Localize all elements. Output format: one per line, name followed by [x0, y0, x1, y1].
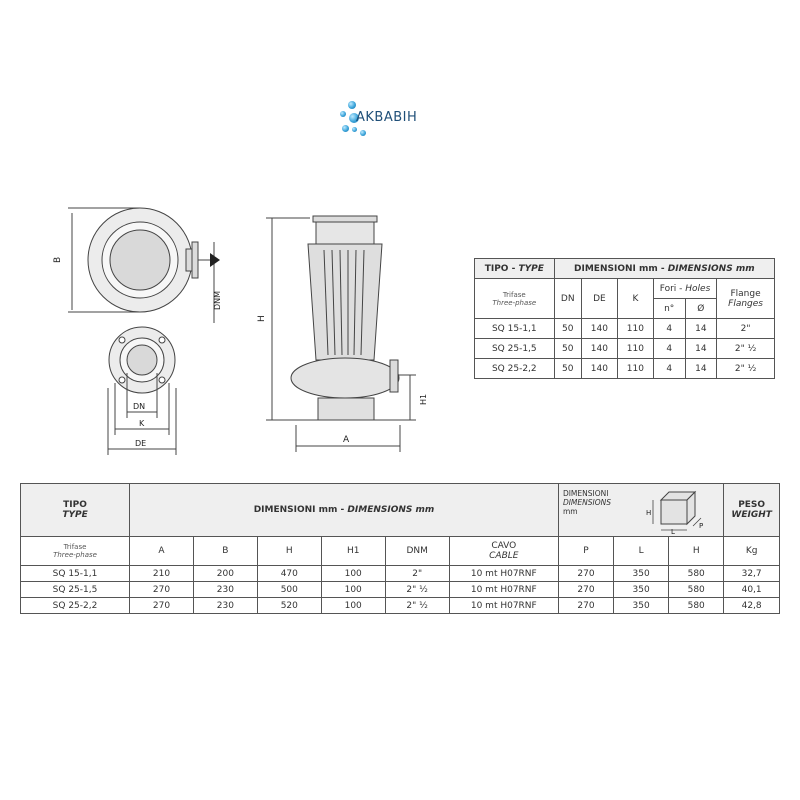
t2-model-cell: SQ 15-1,1	[21, 566, 130, 582]
t2-h-cell: 470	[257, 566, 321, 582]
flange-dimensions-table	[474, 258, 775, 379]
table-row	[21, 566, 780, 582]
label-a: A	[343, 435, 350, 445]
t2-col-kg: Kg	[724, 537, 780, 566]
t1-de-cell: 140	[581, 359, 617, 379]
t1-col-dn: DN	[554, 279, 581, 319]
label-h1: H1	[419, 393, 428, 405]
t1-flange-cell: 2" ½	[717, 359, 775, 379]
t1-flange-cell: 2" ½	[717, 339, 775, 359]
t2-kg-cell: 40,1	[724, 582, 780, 598]
table-row	[475, 339, 775, 359]
t1-d-cell: 14	[685, 339, 717, 359]
t1-flange-header: Flange Flanges	[717, 279, 775, 319]
t2-col-h2: H	[669, 537, 724, 566]
t2-cable-cell: 10 mt H07RNF	[449, 598, 558, 614]
t2-h2-cell: 580	[669, 598, 724, 614]
t2-l-cell: 350	[614, 598, 669, 614]
t1-flange-cell: 2"	[717, 319, 775, 339]
t1-model-cell: SQ 25-1,5	[475, 339, 555, 359]
t2-kg-cell: 42,8	[724, 598, 780, 614]
t2-col-b: B	[193, 537, 257, 566]
t1-d-cell: 14	[685, 359, 717, 379]
bubble-icon	[340, 111, 346, 117]
top-view-drawing	[50, 205, 225, 330]
t1-dn-cell: 50	[554, 319, 581, 339]
bubble-icon	[352, 127, 357, 132]
t1-col-k: K	[617, 279, 653, 319]
t2-col-h1: H1	[321, 537, 385, 566]
t1-de-cell: 140	[581, 319, 617, 339]
brand-logo	[338, 97, 448, 143]
t2-h1-cell: 100	[321, 582, 385, 598]
t2-col-p: P	[558, 537, 613, 566]
t2-cable-cell: 10 mt H07RNF	[449, 582, 558, 598]
pump-side-view-drawing	[250, 210, 435, 460]
t2-h1-cell: 100	[321, 598, 385, 614]
box-label-h: H	[645, 509, 652, 517]
t2-dnm-cell: 2" ½	[385, 582, 449, 598]
t2-tipo-header: TIPO TYPE	[21, 484, 130, 537]
t2-a-cell: 270	[130, 598, 194, 614]
t2-pack-dim-it: DIMENSIONI	[562, 489, 609, 498]
table-row	[475, 319, 775, 339]
t1-trifase-cell: Trifase Three-phase	[475, 279, 555, 319]
t2-col-dnm: DNM	[385, 537, 449, 566]
t2-b-cell: 230	[193, 598, 257, 614]
t1-dn-cell: 50	[554, 359, 581, 379]
t2-col-a: A	[130, 537, 194, 566]
t2-p-cell: 270	[558, 598, 613, 614]
t1-model-cell: SQ 25-2,2	[475, 359, 555, 379]
t2-b-cell: 230	[193, 582, 257, 598]
t1-model-cell: SQ 15-1,1	[475, 319, 555, 339]
t2-b-cell: 200	[193, 566, 257, 582]
pump-dimensions-table	[20, 483, 780, 614]
bubble-icon	[348, 101, 356, 109]
t2-pack-dim-en: DIMENSIONS	[562, 498, 611, 507]
label-h: H	[257, 315, 267, 322]
flange-drawing	[95, 318, 190, 458]
t1-k-cell: 110	[617, 319, 653, 339]
t2-h2-cell: 580	[669, 582, 724, 598]
t2-col-l: L	[614, 537, 669, 566]
t2-pack-dim-unit: mm	[562, 507, 578, 516]
t1-k-cell: 110	[617, 339, 653, 359]
bubble-icon	[342, 125, 349, 132]
table-row	[475, 359, 775, 379]
t1-k-cell: 110	[617, 359, 653, 379]
package-box-icon	[643, 488, 707, 534]
table-row	[21, 598, 780, 614]
label-dn: DN	[133, 402, 146, 411]
t2-h-cell: 520	[257, 598, 321, 614]
table-row	[21, 582, 780, 598]
t1-fori-holes-header: Fori - Holes	[653, 279, 716, 299]
t1-n-cell: 4	[653, 359, 685, 379]
t1-dimensions-header: DIMENSIONI mm - DIMENSIONS mm	[554, 259, 774, 279]
t2-p-cell: 270	[558, 582, 613, 598]
t1-dn-cell: 50	[554, 339, 581, 359]
label-de: DE	[135, 439, 147, 448]
t1-de-cell: 140	[581, 339, 617, 359]
label-b: B	[53, 256, 63, 263]
t1-n-cell: 4	[653, 339, 685, 359]
t2-h-cell: 500	[257, 582, 321, 598]
t2-l-cell: 350	[614, 582, 669, 598]
t2-kg-cell: 32,7	[724, 566, 780, 582]
t2-h1-cell: 100	[321, 566, 385, 582]
t2-packaging-header	[558, 484, 723, 537]
box-label-p: P	[698, 522, 704, 530]
t2-dnm-cell: 2"	[385, 566, 449, 582]
t1-tipo-header: TIPO - TYPE	[475, 259, 555, 279]
t2-model-cell: SQ 25-2,2	[21, 598, 130, 614]
label-k: K	[139, 419, 145, 428]
t2-dnm-cell: 2" ½	[385, 598, 449, 614]
t2-a-cell: 270	[130, 582, 194, 598]
t2-trifase-cell: Trifase Three-phase	[21, 537, 130, 566]
t1-sub-d: Ø	[685, 299, 717, 319]
logo-text: AKBABIH	[356, 110, 418, 125]
t2-p-cell: 270	[558, 566, 613, 582]
label-dnm: DNM	[213, 290, 222, 310]
bubble-icon	[360, 130, 366, 136]
t2-l-cell: 350	[614, 566, 669, 582]
t1-d-cell: 14	[685, 319, 717, 339]
t2-h2-cell: 580	[669, 566, 724, 582]
t2-col-cavo: CAVO CABLE	[449, 537, 558, 566]
t2-dimensions-header: DIMENSIONI mm - DIMENSIONS mm	[130, 484, 559, 537]
t2-cable-cell: 10 mt H07RNF	[449, 566, 558, 582]
t2-weight-header: PESO WEIGHT	[724, 484, 780, 537]
t2-model-cell: SQ 25-1,5	[21, 582, 130, 598]
t2-col-h: H	[257, 537, 321, 566]
t2-a-cell: 210	[130, 566, 194, 582]
box-label-l: L	[670, 528, 675, 534]
t1-col-de: DE	[581, 279, 617, 319]
t1-n-cell: 4	[653, 319, 685, 339]
t1-sub-n: n°	[653, 299, 685, 319]
